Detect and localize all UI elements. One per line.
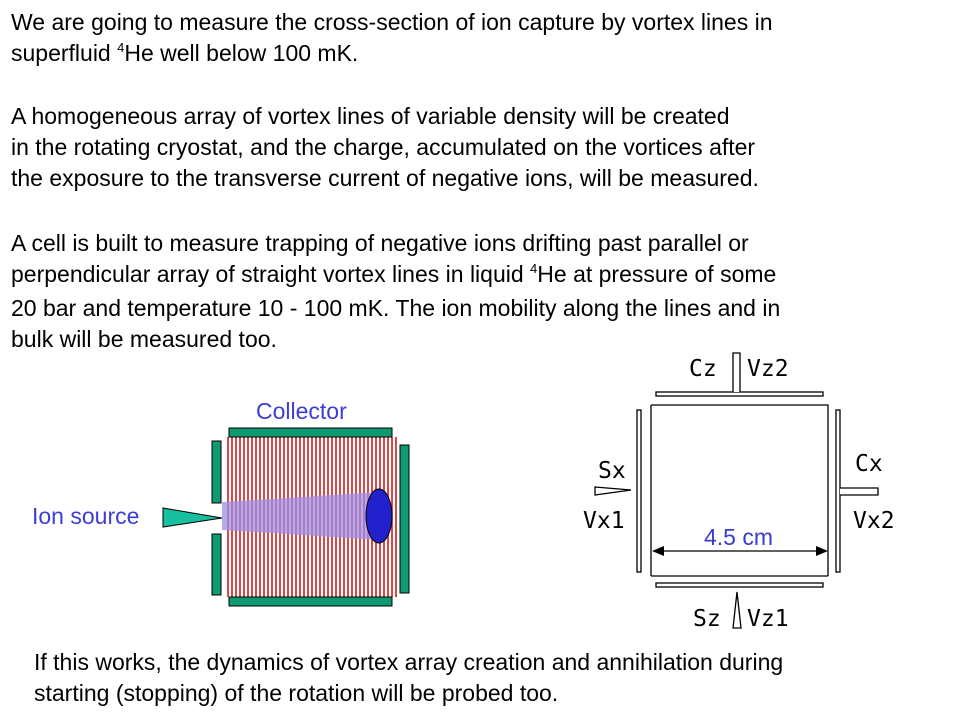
label-sx: Sx	[598, 458, 626, 484]
label-sz: Sz	[693, 606, 721, 632]
plate-bottom	[229, 597, 392, 606]
ion-source-label: Ion source	[32, 503, 140, 529]
ion-collector	[366, 489, 392, 543]
cell-line-3: 20 bar and temperature 10 - 100 mK. The ion mobility along the lines and in	[11, 295, 781, 321]
label-cz: Cz	[689, 356, 717, 382]
distance-label: 4.5 cm	[704, 524, 774, 550]
electrode-right	[836, 410, 840, 572]
cell-line-4: bulk will be measured too.	[11, 326, 277, 352]
array-line-2: in the rotating cryostat, and the charge, accumulated on the vortices after	[11, 134, 756, 160]
cell-line-1: A cell is built to measure trapping of negative ions drifting past parallel or	[11, 230, 749, 256]
top-lead	[733, 353, 740, 392]
left-needle	[595, 487, 631, 495]
label-vz1: Vz1	[747, 606, 789, 632]
electrode-top	[656, 392, 823, 396]
label-vx2: Vx2	[853, 508, 895, 534]
cell-line-2-text: perpendicular array of straight vortex lines in liquid	[11, 261, 531, 287]
plate-left-upper	[212, 441, 221, 503]
electrode-left	[637, 410, 641, 572]
electrode-bottom	[656, 583, 823, 587]
outlook-line-1: If this works, the dynamics of vortex array creation and annihilation during	[34, 649, 784, 675]
intro-line-1: We are going to measure the cross-section of ion capture by vortex lines in	[11, 9, 773, 35]
plate-right	[400, 445, 409, 593]
outlook-line-2: starting (stopping) of the rotation will be probed too.	[34, 680, 559, 706]
plate-left-lower	[212, 534, 221, 595]
ion-source-cone	[163, 508, 222, 527]
array-line-1: A homogeneous array of vortex lines of variable density will be created	[11, 103, 730, 129]
array-line-3: the exposure to the transverse current of negative ions, will be measured.	[11, 165, 759, 191]
collector-label: Collector	[256, 398, 347, 424]
label-vx1: Vx1	[583, 508, 625, 534]
cell-line-2-rest: He at pressure of some	[537, 261, 777, 287]
isotope-superscript: 4	[117, 40, 125, 55]
bottom-needle	[733, 592, 741, 628]
label-vz2: Vz2	[747, 356, 789, 382]
right-lead	[840, 488, 878, 495]
intro-line-2-text: superfluid	[11, 40, 118, 66]
right-electrode-diagram	[595, 353, 878, 628]
left-cell-diagram	[163, 428, 409, 606]
intro-line-2-rest: He well below 100 mK.	[124, 40, 359, 66]
label-cx: Cx	[855, 451, 883, 477]
collector-plate-top	[229, 428, 392, 437]
isotope-superscript: 4	[530, 261, 538, 276]
